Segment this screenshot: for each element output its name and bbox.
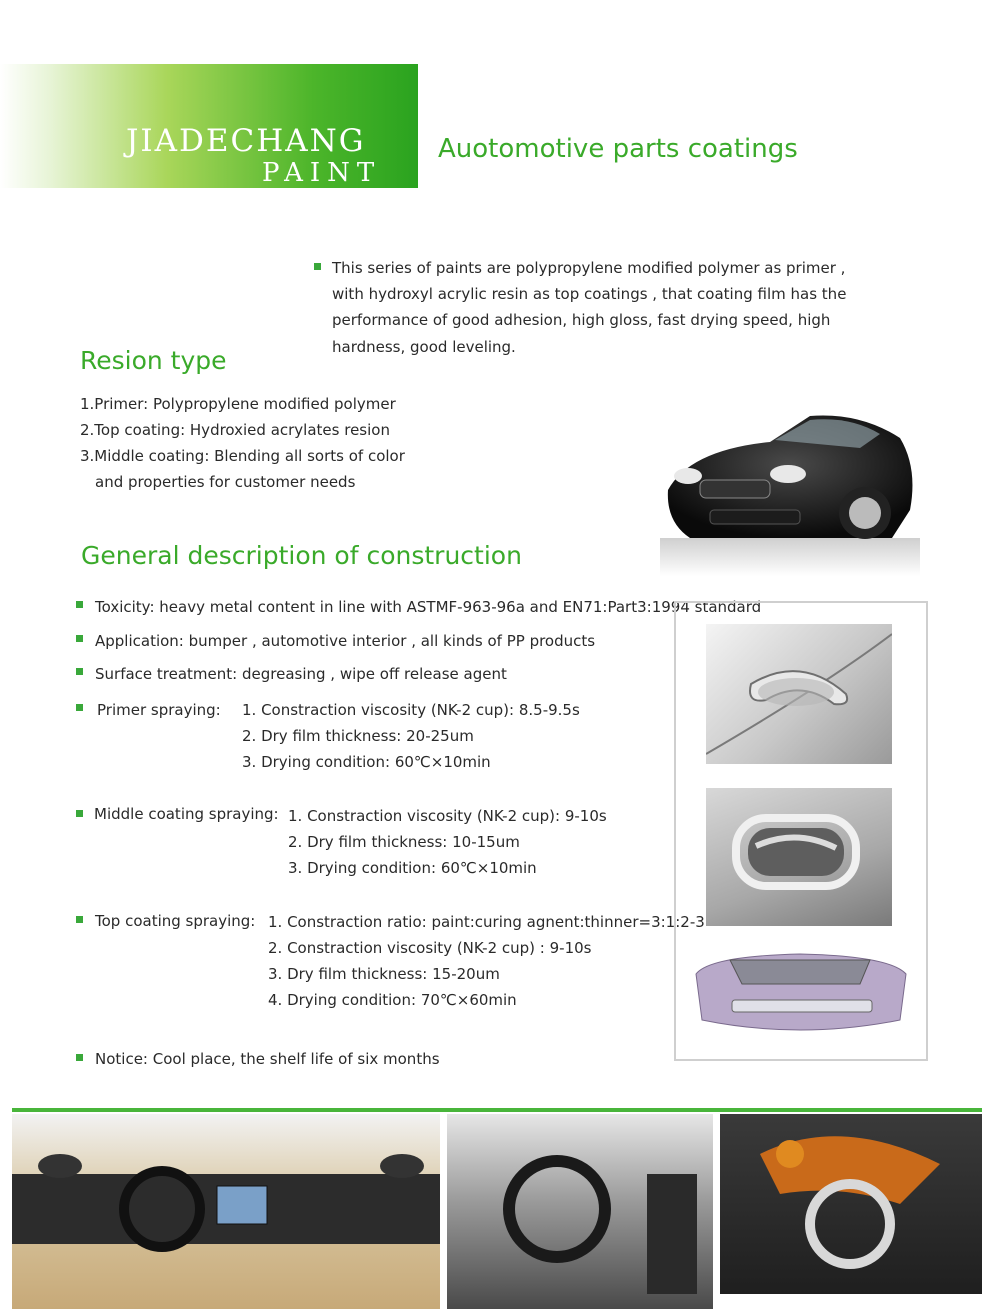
- construction-heading: General description of construction: [81, 541, 522, 570]
- bullet-square-icon: [76, 635, 83, 642]
- bullet-square-icon: [76, 601, 83, 608]
- logo-line-2: PAINT: [262, 158, 382, 188]
- intro-line-1: This series of paints are polypropylene modified polymer as primer ,: [332, 259, 846, 277]
- bullet-square-icon: [76, 1054, 83, 1061]
- top-step-1: 1. Constraction ratio: paint:curing agnent:thinner=3:1:2-3: [268, 913, 705, 931]
- top-step-4: 4. Drying condition: 70℃×60min: [268, 991, 517, 1009]
- intro-line-3: performance of good adhesion, high gloss, fast drying speed, high: [332, 311, 831, 329]
- notice-text: Notice: Cool place, the shelf life of six months: [95, 1050, 440, 1068]
- interior-handle-photo: [706, 788, 892, 926]
- bullet-square-icon: [314, 263, 321, 270]
- primer-step-3: 3. Drying condition: 60℃×10min: [242, 753, 491, 771]
- footer-divider: [12, 1108, 982, 1112]
- top-label: Top coating spraying:: [95, 912, 256, 930]
- middle-step-1: 1. Constraction viscosity (NK-2 cup): 9-10s: [288, 807, 607, 825]
- page-title: Auotomotive parts coatings: [438, 134, 798, 164]
- middle-step-2: 2. Dry film thickness: 10-15um: [288, 833, 520, 851]
- top-step-3: 3. Dry film thickness: 15-20um: [268, 965, 500, 983]
- interior-photo-3: [720, 1114, 982, 1294]
- car-photo: [660, 398, 920, 576]
- middle-step-3: 3. Drying condition: 60℃×10min: [288, 859, 537, 877]
- resin-item-1: 1.Primer: Polypropylene modified polymer: [80, 395, 396, 413]
- primer-label: Primer spraying:: [97, 701, 221, 719]
- application-text: Application: bumper , automotive interior , all kinds of PP products: [95, 632, 596, 650]
- bullet-square-icon: [76, 810, 83, 817]
- logo-line-1: JIADECHANG: [126, 123, 366, 159]
- middle-label: Middle coating spraying:: [94, 805, 279, 823]
- intro-line-2: with hydroxyl acrylic resin as top coatings , that coating film has the: [332, 285, 847, 303]
- primer-step-2: 2. Dry film thickness: 20-25um: [242, 727, 474, 745]
- resin-item-4: and properties for customer needs: [95, 473, 356, 491]
- surface-text: Surface treatment: degreasing , wipe off release agent: [95, 665, 507, 683]
- interior-photo-2: [447, 1114, 713, 1309]
- interior-photo-1: [12, 1114, 440, 1309]
- resin-item-3: 3.Middle coating: Blending all sorts of color: [80, 447, 405, 465]
- top-step-2: 2. Constraction viscosity (NK-2 cup) : 9-10s: [268, 939, 592, 957]
- bumper-photo: [690, 950, 912, 1040]
- toxicity-text: Toxicity: heavy metal content in line with ASTMF-963-96a and EN71:Part3:1994 standard: [95, 598, 762, 616]
- bullet-square-icon: [76, 704, 83, 711]
- intro-line-4: hardness, good leveling.: [332, 338, 516, 356]
- door-handle-photo: [706, 624, 892, 764]
- resin-item-2: 2.Top coating: Hydroxied acrylates resion: [80, 421, 390, 439]
- bullet-square-icon: [76, 668, 83, 675]
- primer-step-1: 1. Constraction viscosity (NK-2 cup): 8.5-9.5s: [242, 701, 580, 719]
- bullet-square-icon: [76, 916, 83, 923]
- resin-heading: Resion type: [80, 346, 227, 375]
